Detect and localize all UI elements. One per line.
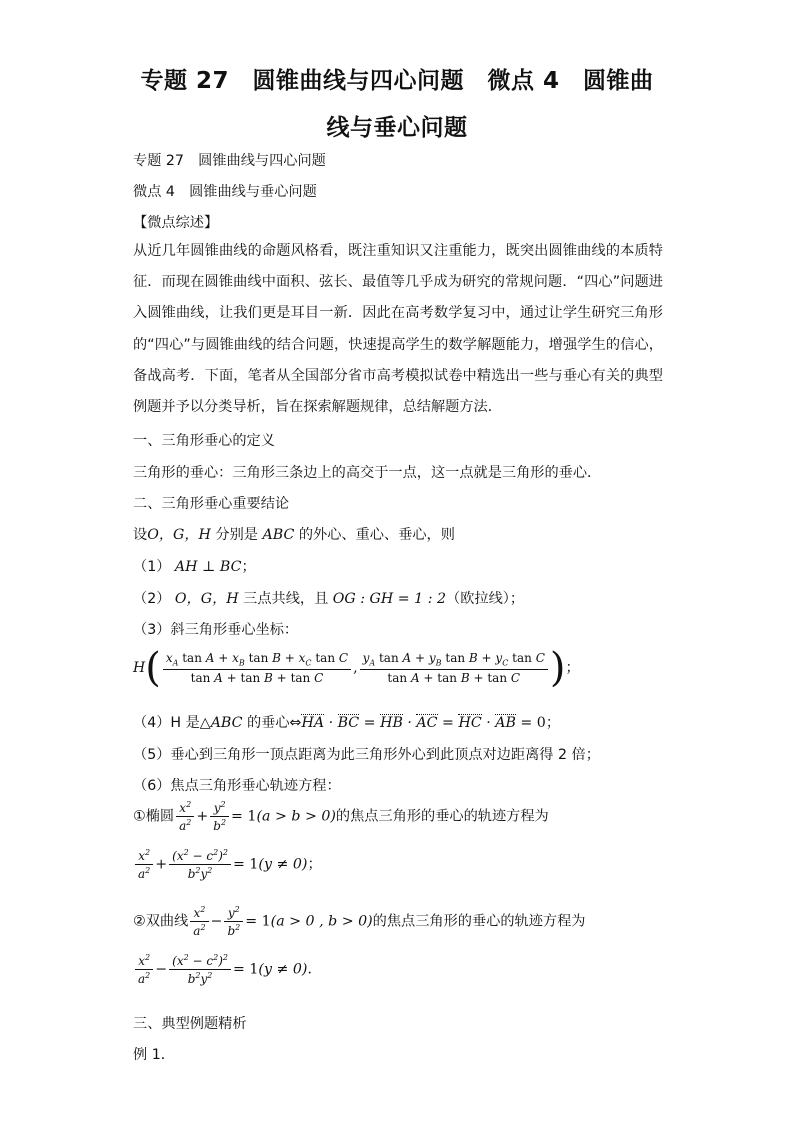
- conclusion-2-math: OG : GH = 1 : 2: [332, 591, 447, 607]
- formula-end: ；: [565, 660, 580, 676]
- overview-heading: 【微点综述】: [133, 215, 219, 231]
- conclusion-2-end: （欧拉线）；: [446, 591, 525, 607]
- hyperbola-condition: (a > 0 , b > 0): [270, 913, 373, 930]
- section3-heading: 三、典型例题精析: [133, 1016, 247, 1032]
- conclusion-4: （4）H 是△ABC 的垂心⇔HA · BC = HB · AC = HC · AB = 0；: [133, 715, 561, 731]
- ellipse-eq-end: ；: [307, 856, 322, 873]
- conclusion-2: [133, 588, 524, 608]
- title-line-1: 专题 27 圆锥曲线与四心问题 微点 4 圆锥曲: [140, 68, 654, 94]
- section1-body: 三角形的垂心：三角形三条边上的高交于一点，这一点就是三角形的垂心．: [133, 465, 602, 481]
- overview-paragraph: 从近几年圆锥曲线的命题风格看，既注重知识又注重能力，既突出圆锥曲线的本质特征．而现在圆锥曲线中面积、弦长、最值等几乎成为研究的常规问题．“四心”问题进入圆锥曲线，让我们更是耳目一新．因此在高考数学复习中，通过让学生研究三角形的“四心”与圆锥曲线的结合问题，快速提高学生的数学解题能力，增强学生的信心，备战高考．下面，笔者从全国部分省市高考模拟试卷中精选出一些与垂心有关的典型例题并予以分类导析，旨在探索解题规律，总结解题方法．: [133, 243, 663, 416]
- conclusion-4-label: （4）H 是△: [133, 715, 211, 731]
- hyperbola-eq-end: ．: [307, 961, 322, 978]
- hyperbola-pre: ②双曲线: [133, 913, 189, 930]
- hyperbola-eq-condition: (y ≠ 0): [258, 961, 308, 978]
- intro-post: 的外心、重心、垂心，则: [294, 527, 455, 543]
- intro-pre: 设: [133, 527, 148, 543]
- section2-intro: [133, 524, 455, 544]
- section2-heading: 二、三角形垂心重要结论: [133, 496, 290, 512]
- conclusion-1-math: AH ⊥ BC: [174, 559, 242, 575]
- conclusion-6: （6）焦点三角形垂心轨迹方程：: [133, 778, 341, 794]
- header-topic: 专题 27 圆锥曲线与四心问题: [133, 153, 326, 169]
- conclusion-2-label: （2）: [133, 591, 171, 607]
- ellipse-condition: (a > b > 0): [256, 808, 336, 825]
- ellipse-post: 的焦点三角形的垂心的轨迹方程为: [335, 808, 549, 825]
- conclusion-4-end: ；: [545, 715, 561, 731]
- conclusion-5: （5）垂心到三角形一顶点距离为此三角形外心到此顶点对边距离得 2 倍；: [133, 747, 600, 763]
- conclusion-4-mid: 的垂心⇔: [242, 715, 302, 731]
- header-point: 微点 4 圆锥曲线与垂心问题: [133, 184, 317, 200]
- hyperbola-line: ②双曲线 $\frac{x^2}{a^2}$ − $\frac{y^2}{b^2}$ = 1(a > 0 , b > 0)的焦点三角形的垂心的轨迹方程为: [133, 905, 586, 938]
- conclusion-1: [133, 556, 256, 576]
- intro-vars: O，G，H: [147, 527, 211, 543]
- intro-triangle: ABC: [262, 527, 295, 543]
- hyperbola-locus-equation: $\frac{x^2}{a^2}$ − $\frac{(x^2 - c^2)^2}{b^2y^2}$ = 1(y ≠ 0)．: [133, 953, 322, 986]
- section1-heading: 一、三角形垂心的定义: [133, 433, 275, 449]
- ellipse-locus-equation: $\frac{x^2}{a^2}$ + $\frac{(x^2 - c^2)^2}{b^2y^2}$ = 1(y ≠ 0)；: [133, 848, 322, 881]
- example-1-label: 例 1．: [133, 1047, 175, 1063]
- ellipse-eq-condition: (y ≠ 0): [258, 856, 308, 873]
- conclusion-1-label: （1）: [133, 559, 171, 575]
- conclusion-2-vars: O，G，H: [174, 591, 239, 607]
- conclusion-2-mid: 三点共线，且: [238, 591, 333, 607]
- ellipse-line: ①椭圆 $\frac{x^2}{a^2}$ + $\frac{y^2}{b^2}$ = 1(a > b > 0)的焦点三角形的垂心的轨迹方程为: [133, 800, 549, 833]
- conclusion-3-label: （3）斜三角形垂心坐标：: [133, 622, 299, 638]
- conclusion-4-triangle: ABC: [210, 715, 243, 731]
- intro-mid: 分别是: [210, 527, 263, 543]
- title-line-2: 线与垂心问题: [326, 115, 468, 141]
- conclusion-1-end: ；: [241, 559, 256, 575]
- orthocenter-formula: H( $\frac{x_A \tan A + x_B \tan B + x_C \tan C}{\text{tan A + tan B + tan C}}$ , $\frac{y_A \tan A + y_B \tan B + y_C \tan C}{\text{tan A + tan B + tan C}}$ )；: [133, 645, 580, 691]
- hyperbola-post: 的焦点三角形的垂心的轨迹方程为: [372, 913, 586, 930]
- ellipse-pre: ①椭圆: [133, 808, 175, 825]
